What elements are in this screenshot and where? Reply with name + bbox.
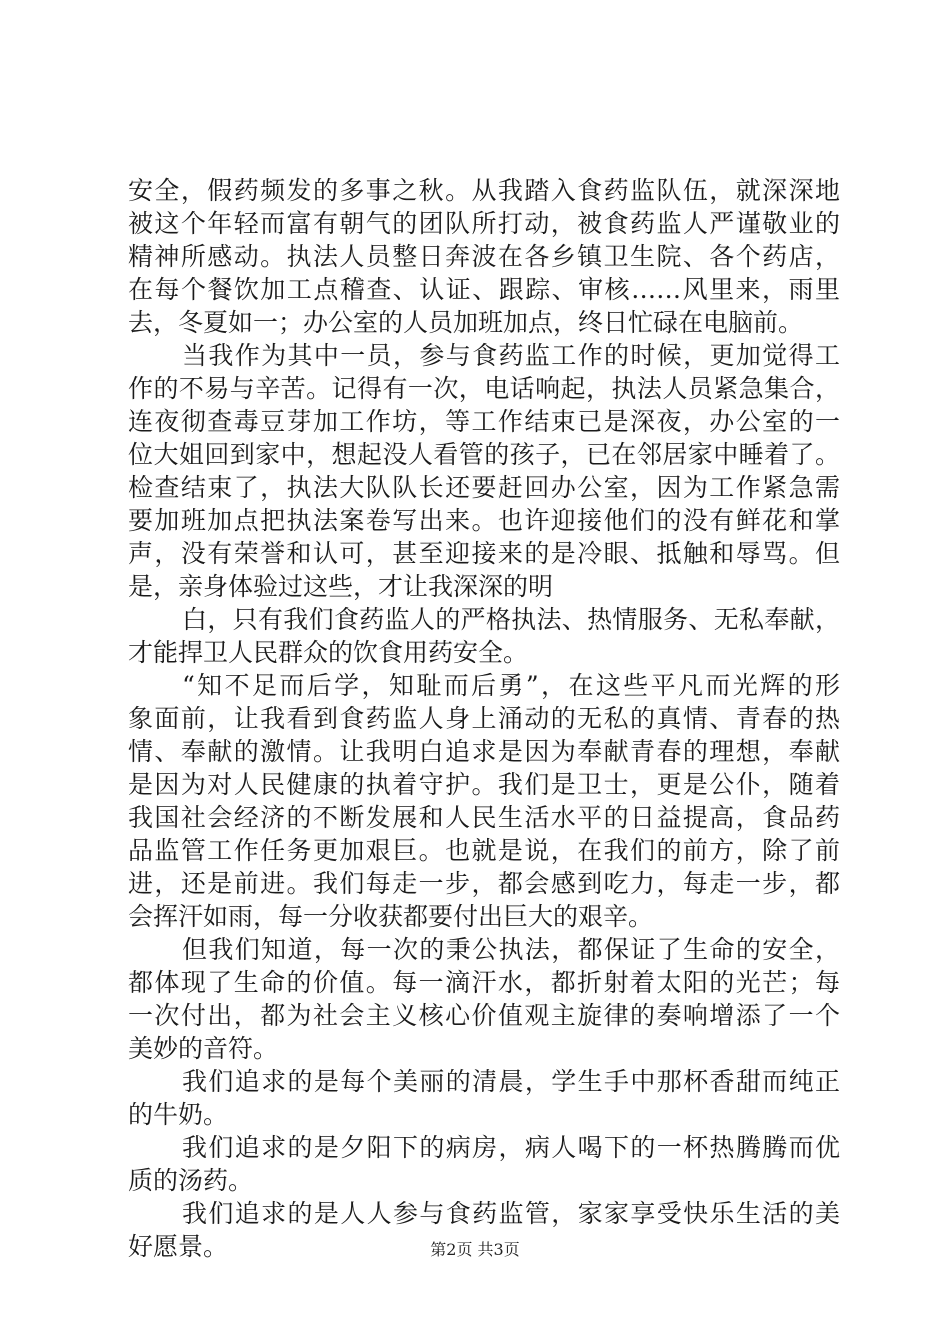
text-line: 象面前，让我看到食药监人身上涌动的无私的真情、青春的热 (128, 704, 840, 733)
text-line: 当我作为其中一员，参与食药监工作的时候，更加觉得工 (182, 341, 840, 370)
text-line: 连夜彻查毒豆芽加工作坊，等工作结束已是深夜，办公室的一 (128, 407, 840, 436)
text-line: 在每个餐饮加工点稽查、认证、跟踪、审核……风里来，雨里 (128, 275, 840, 304)
text-line: 情、奉献的激情。让我明白追求是因为奉献青春的理想，奉献 (128, 737, 840, 766)
text-line: 都体现了生命的价值。每一滴汗水，都折射着太阳的光芒；每 (128, 968, 840, 997)
text-line: 我们追求的是人人参与食药监管，家家享受快乐生活的美 (182, 1199, 840, 1228)
text-line: 我们追求的是夕阳下的病房，病人喝下的一杯热腾腾而优 (182, 1133, 840, 1162)
text-line: 白，只有我们食药监人的严格执法、热情服务、无私奉献， (182, 605, 840, 634)
text-line: 检查结束了，执法大队队长还要赶回办公室，因为工作紧急需 (128, 473, 840, 502)
text-line: 位大姐回到家中，想起没人看管的孩子，已在邻居家中睡着了。 (128, 440, 840, 469)
text-line: “知不足而后学，知耻而后勇”，在这些平凡而光辉的形 (182, 671, 840, 700)
text-line: 品监管工作任务更加艰巨。也就是说，在我们的前方，除了前 (128, 836, 840, 865)
text-line: 好愿景。 (128, 1232, 229, 1261)
page-footer: 第2页 共3页 (430, 1240, 520, 1259)
text-line: 是，亲身体验过这些，才让我深深的明 (128, 572, 554, 601)
text-line: 我们追求的是每个美丽的清晨，学生手中那杯香甜而纯正 (182, 1067, 840, 1096)
text-line: 精神所感动。执法人员整日奔波在各乡镇卫生院、各个药店， (128, 242, 840, 271)
text-line: 会挥汗如雨，每一分收获都要付出巨大的艰辛。 (128, 902, 654, 931)
text-line: 声，没有荣誉和认可，甚至迎接来的是冷眼、抵触和辱骂。但 (128, 539, 840, 568)
text-line: 质的汤药。 (128, 1166, 254, 1195)
text-line: 的牛奶。 (128, 1100, 229, 1129)
text-line: 被这个年轻而富有朝气的团队所打动，被食药监人严谨敬业的 (128, 209, 840, 238)
text-line: 要加班加点把执法案卷写出来。也许迎接他们的没有鲜花和掌 (128, 506, 840, 535)
text-line: 进，还是前进。我们每走一步，都会感到吃力，每走一步，都 (128, 869, 840, 898)
text-line: 才能捍卫人民群众的饮食用药安全。 (128, 638, 529, 667)
text-line: 一次付出，都为社会主义核心价值观主旋律的奏响增添了一个 (128, 1001, 840, 1030)
text-line: 去，冬夏如一；办公室的人员加班加点，终日忙碌在电脑前。 (128, 308, 804, 337)
text-line: 安全，假药频发的多事之秋。从我踏入食药监队伍，就深深地 (128, 176, 840, 205)
text-line: 我国社会经济的不断发展和人民生活水平的日益提高，食品药 (128, 803, 840, 832)
text-line: 是因为对人民健康的执着守护。我们是卫士，更是公仆，随着 (128, 770, 840, 799)
text-line: 但我们知道，每一次的秉公执法，都保证了生命的安全， (182, 935, 840, 964)
document-body (128, 174, 840, 1263)
text-line: 作的不易与辛苦。记得有一次，电话响起，执法人员紧急集合， (128, 374, 840, 403)
text-line: 美妙的音符。 (128, 1034, 279, 1063)
